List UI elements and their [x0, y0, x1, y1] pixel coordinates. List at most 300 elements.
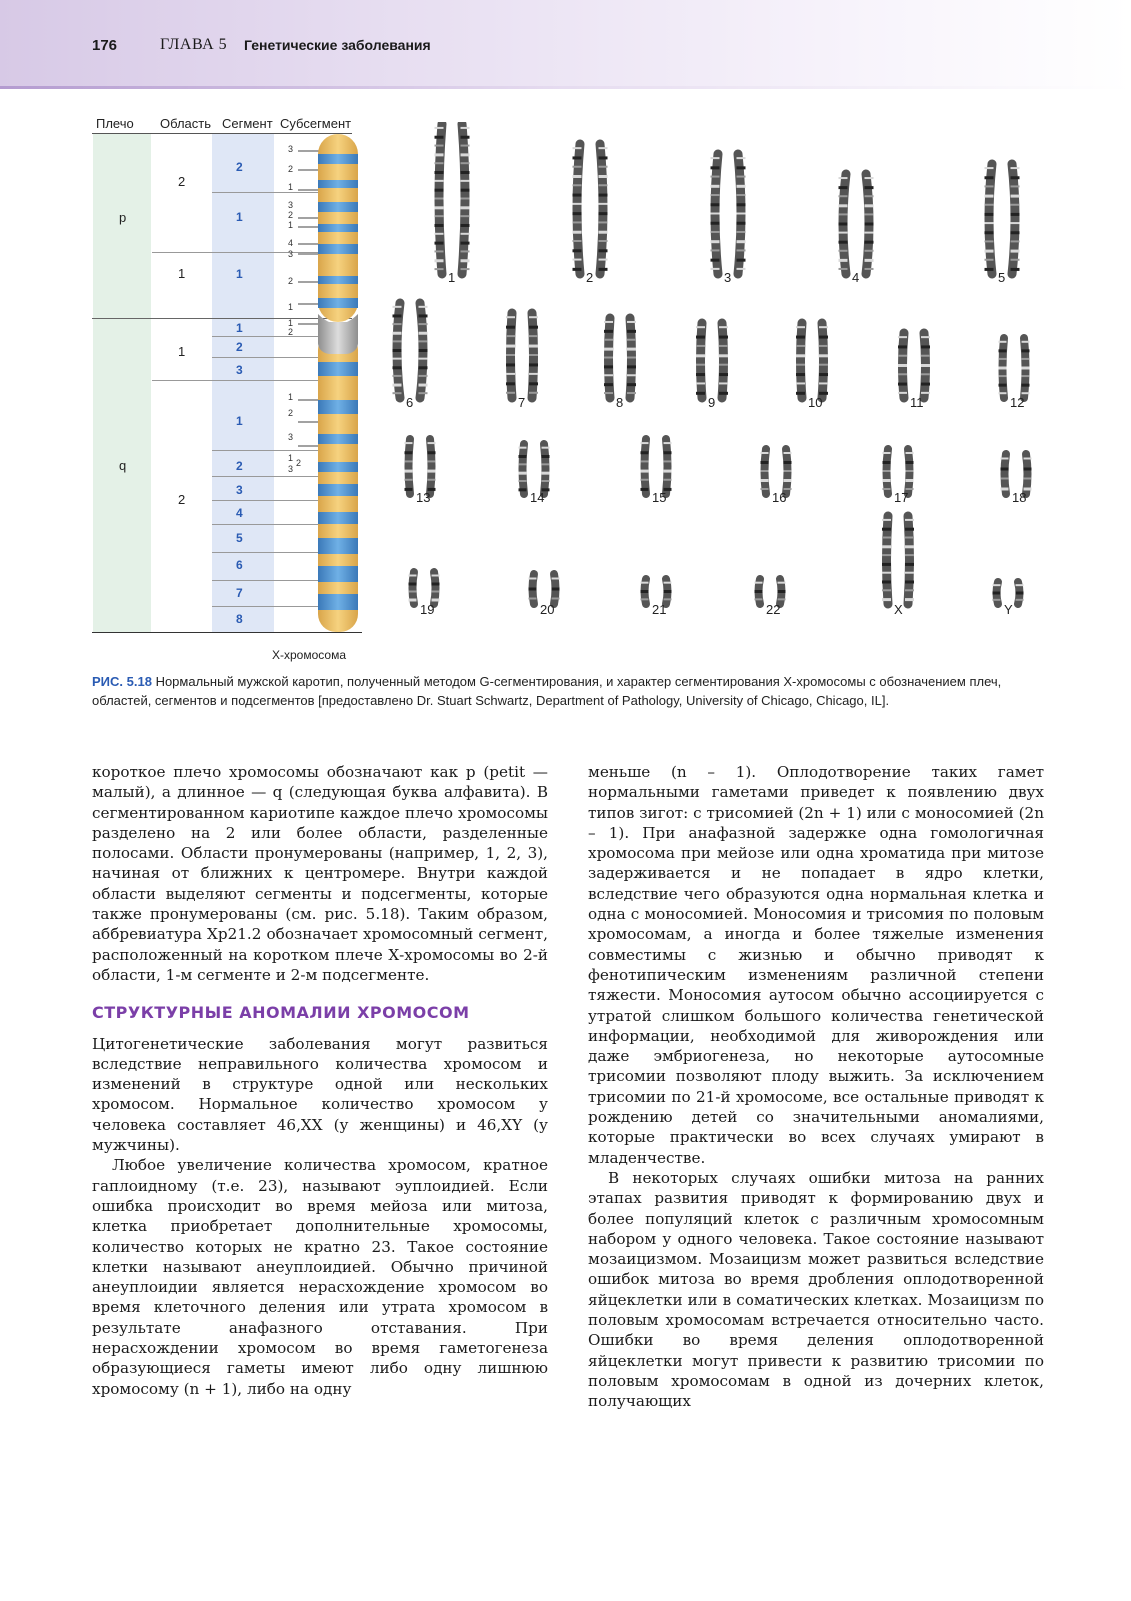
chromosome-band	[627, 330, 636, 333]
chromosome-band	[796, 345, 805, 347]
chromosome-band	[506, 363, 515, 366]
chromosome-band	[719, 382, 728, 384]
chromosome-band	[737, 240, 746, 243]
chromosome-band	[627, 365, 636, 368]
chromosome-band	[719, 336, 728, 339]
chromosome-band	[599, 147, 608, 149]
chromosome	[523, 444, 525, 494]
chromosome-band	[599, 240, 608, 242]
chromosome-band	[882, 519, 891, 521]
segment-q22: 2	[236, 459, 243, 473]
chromosome-band	[819, 364, 828, 366]
chromosome-band	[921, 336, 930, 338]
chromosome-band	[552, 578, 560, 580]
karyotype-number: X	[894, 602, 903, 617]
chromosome-band	[1022, 392, 1030, 394]
chromosome-band	[985, 185, 994, 187]
chapter-title: Генетические заболевания	[244, 37, 431, 53]
chromosome-band	[796, 326, 805, 328]
header-rule	[0, 86, 1131, 89]
chromosome-band	[604, 330, 613, 333]
chromosome-band	[506, 316, 515, 318]
segment-p11: 1	[236, 267, 243, 281]
chromosome-band	[993, 584, 1001, 586]
chromosome-band	[882, 572, 891, 574]
chromosome	[701, 323, 703, 398]
karyotype-number: 11	[910, 395, 924, 410]
karyotype-number: 4	[852, 270, 860, 285]
chromosome-band	[711, 166, 720, 169]
chromosome-band	[1011, 176, 1020, 179]
karyotype-number: 8	[616, 395, 624, 410]
chromosome-pair	[985, 164, 1020, 274]
chromosome-band	[393, 392, 402, 394]
chromosome-band	[409, 583, 417, 586]
chromosome-band	[573, 268, 582, 271]
chromosome-band	[906, 461, 914, 464]
chromosome-pair	[839, 174, 874, 274]
chromosome-band	[711, 176, 720, 178]
chromosome-band	[985, 213, 994, 216]
chromosome-band	[419, 349, 428, 352]
chromosome-band	[435, 189, 444, 192]
chromosome-band	[393, 314, 402, 317]
chromosome-band	[604, 321, 613, 323]
chromosome-band	[921, 345, 930, 348]
chromosome-band	[435, 224, 444, 227]
chromosome-band	[461, 259, 470, 262]
chromosome-band	[432, 583, 440, 586]
chromosome-band	[641, 488, 649, 491]
chromosome-band	[599, 259, 608, 261]
chromosome-band	[985, 222, 994, 224]
chromosome-band	[435, 242, 444, 245]
subsegment: 3	[288, 432, 294, 442]
chromosome-band	[664, 470, 672, 473]
chromosome-band	[711, 249, 720, 251]
karyotype-number: 6	[406, 395, 414, 410]
chromosome-band	[719, 345, 728, 347]
chromosome-band	[755, 598, 763, 600]
chromosome-band	[1024, 458, 1032, 460]
chromosome-band	[882, 545, 891, 548]
chromosome-band	[719, 326, 728, 328]
chromosome-band	[719, 354, 728, 357]
subsegment: 2	[288, 408, 294, 418]
chromosome-band	[993, 599, 1001, 601]
chromosome-band	[819, 382, 828, 384]
chromosome-band	[599, 194, 608, 197]
chromosome-band	[696, 373, 705, 376]
chromosome-band	[664, 582, 672, 584]
paragraph: Любое увеличение количества хромосом, кратное гаплоидному (т.е. 23), называют эуплоидией. Если ошибка происходит во время мейоза или митоза, клетка приобретает дополнительные хромосомы, количество которых не кратно 23. Такое состояние клетки называют анеуплоидией. Обычно причиной анеуплоидии является нерасхождение хромосом во время клеточного деления или утрата хромосом в результате анафазного отставания. При нерасхождении хромосом во время гаметогенеза образующиеся гаметы имеют либо одну лишнюю хромосому (n + 1), либо на одну	[92, 1156, 548, 1398]
chromosome-band	[542, 447, 550, 449]
chromosome-band	[839, 250, 848, 252]
chromosome-band	[711, 240, 720, 243]
chromosome-band	[711, 268, 720, 270]
karyotype-number: 12	[1010, 395, 1025, 410]
chromosome-band	[552, 598, 560, 600]
chromosome-band	[461, 189, 470, 192]
chromosome-band	[542, 455, 550, 458]
chromosome-band	[405, 479, 413, 481]
chromosome-band	[428, 451, 436, 454]
chromosome	[822, 323, 824, 398]
chromosome-band	[393, 349, 402, 352]
chromosome-band	[435, 145, 444, 147]
chromosome-pair	[883, 449, 914, 494]
arm-p: p	[119, 210, 127, 225]
region-p1: 1	[178, 266, 186, 281]
chromosome-band	[461, 224, 470, 227]
segment-p22: 2	[236, 160, 243, 174]
chromosome-band	[839, 177, 848, 179]
chromosome	[645, 439, 647, 494]
chromosome-band	[573, 184, 582, 186]
paragraph: В некоторых случаях ошибки митоза на ранних этапах развития приводят к формированию двух и более популяций клеток с различным хромосомным набором у одного человека. Такое состояние называют мозаицизмом. Мозаицизм может развиться вследствие ошибок митоза во время дробления оплодотворенной яйцеклетки или в соматических клетках. Мозаицизм по половым хромосомам встречается относительно часто. Ошибки во время деления оплодотворенной яйцеклетки могут привести к развитию трисомии по половым хромосомам в одной из дочерних клеток, получающих	[588, 1168, 1044, 1411]
chromosome-band	[1011, 222, 1020, 224]
chromosome-band	[506, 345, 515, 348]
chromosome	[577, 144, 580, 274]
segment-q26: 6	[236, 558, 243, 572]
chromosome-band	[461, 136, 470, 139]
chromosome-band	[627, 392, 636, 394]
chromosome-band	[419, 332, 428, 335]
chromosome-band	[599, 221, 608, 223]
chromosome-band	[393, 323, 402, 325]
chromosome-band	[839, 268, 848, 270]
chromosome-band	[627, 374, 636, 376]
chromosome-band	[921, 355, 930, 357]
chromosome-band	[542, 480, 550, 482]
chromosome-band	[737, 194, 746, 196]
chromosome-band	[519, 472, 527, 475]
karyotype-number: Y	[1004, 602, 1013, 617]
chromosome-band	[664, 598, 672, 600]
section-heading: СТРУКТУРНЫЕ АНОМАЛИИ ХРОМОСОМ	[92, 1003, 470, 1023]
chromosome-band	[461, 171, 470, 174]
chromosome-band	[542, 472, 550, 475]
chromosome-band	[435, 259, 444, 262]
chromosome-band	[839, 195, 848, 197]
region-p2: 2	[178, 174, 186, 189]
chromosome-pair	[755, 579, 786, 604]
chromosome-band	[393, 375, 402, 377]
chromosome-band	[711, 157, 720, 159]
chromosome-band	[393, 384, 402, 387]
chromosome-pair	[882, 516, 914, 604]
chromosome	[989, 164, 992, 274]
arm-column	[93, 134, 151, 632]
chromosome-band	[419, 323, 428, 325]
chromosome-pair	[405, 439, 436, 494]
chromosome-band	[1022, 367, 1030, 370]
chromosome-band	[573, 175, 582, 178]
chromosome-band	[641, 442, 649, 444]
chromosome-band	[737, 176, 746, 178]
subsegment: 2	[288, 276, 294, 286]
chromosome-band	[865, 204, 874, 207]
chromosome-band	[898, 383, 907, 386]
region-q1: 1	[178, 344, 186, 359]
chromosome-band	[599, 249, 608, 252]
x-chromosome-ideogram	[314, 134, 364, 634]
chromosome-band	[905, 545, 914, 548]
chromosome-band	[711, 222, 720, 225]
chromosome-band	[985, 231, 994, 234]
chromosome-pair	[761, 449, 792, 494]
chromosome-band	[778, 598, 786, 600]
chromosome-band	[1024, 468, 1032, 471]
chromosome-band	[796, 392, 805, 395]
chromosome-band	[393, 358, 402, 360]
segment-q13: 3	[236, 363, 243, 377]
segment-q23: 3	[236, 483, 243, 497]
chromosome-band	[409, 575, 417, 577]
chromosome-band	[882, 554, 891, 556]
chromosome-band	[435, 233, 444, 235]
chromosome-band	[435, 215, 444, 217]
chromosome-band	[921, 392, 930, 394]
subsegment: 2	[288, 327, 294, 337]
chromosome-band	[921, 373, 930, 375]
chromosome-band	[519, 463, 527, 465]
chromosome-band	[839, 259, 848, 262]
chromosome-band	[432, 591, 440, 593]
chromosome-band	[819, 336, 828, 339]
chromosome-band	[905, 563, 914, 566]
chromosome-band	[393, 366, 402, 369]
chromosome-band	[435, 153, 444, 156]
chromosome-band	[461, 153, 470, 156]
chromosome-band	[906, 479, 914, 482]
chromosome-band	[506, 354, 515, 356]
chromosome-band	[435, 136, 444, 139]
chromosome-band	[529, 588, 537, 591]
chromosome-band	[519, 488, 527, 491]
chromosome-band	[921, 364, 930, 367]
chromosome-band	[1022, 384, 1030, 387]
arm-q: q	[119, 458, 127, 473]
chromosome-band	[839, 241, 848, 244]
chromosome-band	[999, 392, 1007, 394]
chromosome-band	[905, 589, 914, 591]
chromosome-band	[461, 233, 470, 235]
chromosome-band	[882, 598, 891, 601]
chromosome-band	[573, 212, 582, 215]
figure-5-18	[92, 112, 1052, 672]
chromosome-band	[1011, 195, 1020, 198]
chromosome-band	[819, 354, 828, 357]
chromosome-band	[519, 455, 527, 458]
chromosome-band	[696, 392, 705, 395]
chromosome-band	[865, 241, 874, 244]
chromosome-band	[435, 180, 444, 182]
chromosome-band	[905, 598, 914, 601]
chromosome-band	[985, 240, 994, 242]
x-chromosome-label: Х-хромосома	[272, 648, 347, 662]
chromosome-band	[506, 392, 515, 394]
chromosome-band	[641, 479, 649, 481]
chromosome-band	[737, 231, 746, 233]
karyotype-number: 18	[1012, 490, 1027, 505]
chromosome-band	[641, 598, 649, 600]
chromosome-band	[664, 479, 672, 481]
chromosome-band	[985, 259, 994, 261]
chromosome-band	[461, 242, 470, 245]
chromosome-band	[435, 198, 444, 200]
chromosome-pair	[999, 338, 1030, 398]
chromosome-band	[784, 461, 792, 464]
chromosome-band	[529, 373, 538, 375]
chromosome-band	[839, 186, 848, 189]
chromosome-band	[506, 373, 515, 375]
chromosome-band	[529, 326, 538, 329]
header-subsegment: Субсегмент	[280, 116, 352, 131]
chromosome-band	[529, 316, 538, 318]
chromosome-band	[573, 156, 582, 159]
chromosome-band	[755, 582, 763, 584]
karyotype-number: 15	[652, 490, 667, 505]
chromosome-band	[883, 452, 891, 454]
chromosome-band	[461, 206, 470, 209]
chromosome-band	[696, 382, 705, 384]
chromosome-band	[409, 599, 417, 602]
chromosome	[430, 439, 432, 494]
chromosome-band	[719, 373, 728, 376]
chromosome-band	[696, 345, 705, 347]
chromosome-band	[573, 221, 582, 223]
chromosome-band	[405, 442, 413, 444]
right-column	[588, 762, 1044, 1412]
chromosome-band	[529, 354, 538, 356]
subsegment: 1	[288, 182, 294, 192]
chromosome-band	[435, 127, 444, 129]
chromosome-pair	[641, 439, 672, 494]
chromosome-band	[1011, 204, 1020, 206]
chromosome-band	[737, 185, 746, 188]
paragraph: меньше (n – 1). Оплодотворение таких гамет нормальными гаметами приведет к появлению двух типов зигот: с трисомией (2n + 1) или с моносомией (2n – 1). При анафазной задержке одна гомологичная хромосома при мейозе или одна хроматида при митозе задерживается и не попадает в ядро клетки, вследствие чего образуются одна нормальная клетка и одна с моносомией. Моносомия и трисомия по половым хромосомам, а иногда и более тяжелые изменения совместимы с жизнью и обычно приводят к фенотипическим изменениям различной степени тяжести. Моносомия аутосом обычно ассоциируется с утратой слишком большого количества генетической информации, необходимой для живорождения или даже эмбриогенеза, но некоторые аутосомные трисомии позволяют плоду выжить. За исключением трисомии по 21-й хромосоме, все остальные приводят к рождению детей со значительными аномалиями, которые практически во всех случаях умирают в младенчестве.	[588, 763, 1044, 1167]
chromosome-band	[737, 203, 746, 206]
chromosome-band	[529, 345, 538, 348]
segment-q21: 1	[236, 414, 243, 428]
chromosome-band	[428, 479, 436, 481]
chromosome-band	[737, 259, 746, 262]
chromosome-band	[599, 175, 608, 178]
chromosome-band	[898, 336, 907, 338]
chromosome-band	[419, 366, 428, 369]
chromosome-band	[1016, 599, 1024, 601]
caption-text: Нормальный мужской каротип, полученный методом G-сегментирования, и характер сегментирования X-хромосомы с обозначением плеч, областей, сегментов и подсегментов [предоставлено Dr. Stuart Schwartz, Department of Pathology, University of Chicago, Chicago, IL].	[92, 674, 1002, 708]
chromosome-band	[627, 339, 636, 341]
chromosome	[600, 144, 603, 274]
chromosome-band	[428, 442, 436, 444]
segment-column	[212, 134, 274, 632]
chromosome-band	[461, 127, 470, 129]
chromosome-band	[529, 382, 538, 385]
chromosome-band	[419, 384, 428, 387]
chromosome-band	[573, 147, 582, 149]
chromosome-pair	[696, 323, 728, 398]
karyotype-number: 16	[772, 490, 787, 505]
chromosome-band	[882, 563, 891, 566]
chromosome-band	[1011, 240, 1020, 242]
karyotype-number: 9	[708, 395, 716, 410]
chromosome-band	[905, 519, 914, 521]
chromosome-band	[519, 480, 527, 482]
chromosome-band	[1022, 349, 1030, 352]
chromosome-band	[737, 157, 746, 159]
chromosome-band	[921, 383, 930, 386]
chromosome-band	[506, 335, 515, 337]
chromosome-band	[865, 213, 874, 215]
chromosome-band	[882, 537, 891, 539]
chromosome-band	[778, 590, 786, 593]
chromosome-band	[599, 166, 608, 168]
chromosome-band	[419, 306, 428, 308]
chromosome-band	[573, 249, 582, 252]
chromosome-band	[529, 392, 538, 394]
chromosome-band	[641, 470, 649, 473]
subsegment: 1	[288, 392, 294, 402]
chromosome-band	[906, 452, 914, 454]
chromosome-band	[999, 367, 1007, 370]
chromosome-band	[1011, 250, 1020, 253]
chromosome-band	[627, 383, 636, 386]
chromosome-band	[999, 341, 1007, 343]
chromosome-band	[865, 186, 874, 189]
chromosome-band	[552, 588, 560, 591]
chromosome-band	[839, 232, 848, 234]
chromosome-band	[1011, 167, 1020, 169]
chromosome-band	[604, 383, 613, 386]
chapter-label: ГЛАВА 5	[160, 36, 228, 53]
chromosome-band	[428, 460, 436, 462]
chromosome-band	[993, 592, 1001, 595]
chromosome-band	[882, 589, 891, 591]
chromosome-band	[529, 578, 537, 580]
chromosome-band	[506, 326, 515, 329]
chromosome-band	[999, 358, 1007, 360]
chromosome-band	[573, 240, 582, 242]
chromosome-band	[898, 345, 907, 348]
chromosome-band	[664, 442, 672, 444]
karyotype-number: 21	[652, 602, 667, 617]
chromosome	[544, 444, 546, 494]
chromosome-band	[419, 375, 428, 377]
chromosome-band	[599, 268, 608, 271]
chromosome-band	[761, 488, 769, 490]
chromosome-band	[604, 392, 613, 394]
chromosome-band	[599, 212, 608, 215]
chromosome-band	[599, 203, 608, 205]
chromosome-band	[796, 354, 805, 357]
chromosome-pair	[529, 574, 560, 604]
chromosome-band	[711, 194, 720, 196]
chromosome-band	[419, 358, 428, 360]
karyotype-image	[382, 122, 1052, 632]
chromosome-band	[461, 215, 470, 217]
chromosome-band	[641, 582, 649, 584]
chromosome-band	[641, 451, 649, 454]
chromosome-band	[905, 537, 914, 539]
segment-q24: 4	[236, 506, 243, 520]
chromosome-pair	[393, 303, 428, 398]
subsegment: 4	[288, 238, 294, 248]
page-number: 176	[92, 37, 118, 54]
subsegment: 3	[288, 200, 294, 210]
chromosome-band	[696, 336, 705, 339]
